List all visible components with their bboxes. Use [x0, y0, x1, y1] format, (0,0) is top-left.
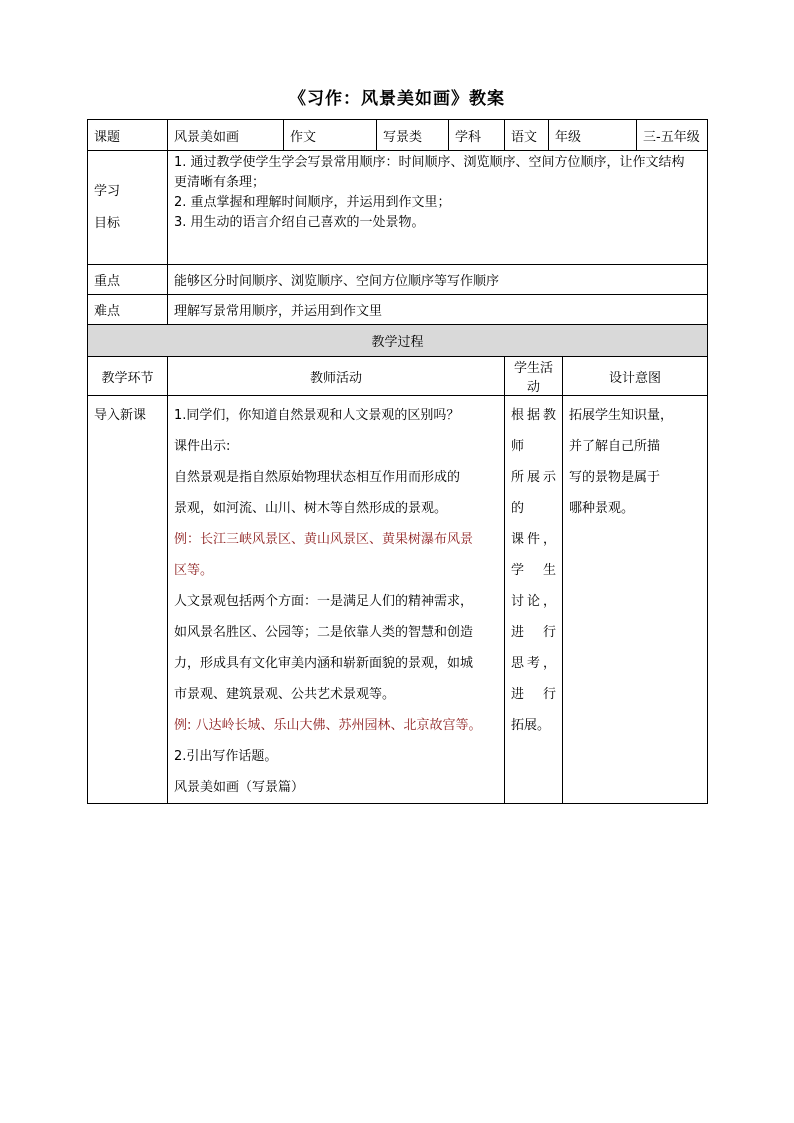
goals-row	[88, 151, 708, 265]
difficulty-label: 难点	[88, 295, 168, 325]
page-title: 《习作：风景美如画》教案	[289, 89, 505, 109]
header-teacher: 教师活动	[168, 357, 505, 396]
design-intent	[563, 396, 708, 804]
lesson-plan-table	[87, 119, 708, 804]
student-line: 思考，进行	[511, 656, 557, 702]
student-activity	[505, 396, 563, 804]
header-student: 学生活动	[505, 357, 563, 396]
student-line: 讨论，进行	[511, 594, 557, 640]
student-line: 课件，学生	[511, 532, 557, 578]
grade-label: 年级	[549, 120, 637, 151]
topic-value: 风景美如画	[168, 120, 284, 151]
intent-line: 拓展学生知识量，	[569, 408, 674, 423]
student-line: 所展示的	[511, 470, 557, 516]
teacher-line: 如风景名胜区、公园等；二是依靠人类的智慧和创造	[174, 625, 474, 640]
type-value: 写景类	[377, 120, 449, 151]
stage-name: 导入新课	[94, 408, 147, 423]
difficulty-row	[88, 295, 708, 325]
teacher-line: 课件出示:	[174, 439, 231, 454]
goal-item: 更清晰有条理；	[174, 175, 266, 190]
focus-label: 重点	[88, 265, 168, 295]
process-header-row	[88, 357, 708, 396]
header-intent: 设计意图	[563, 357, 708, 396]
process-section-row	[88, 325, 708, 357]
process-body-row	[88, 396, 708, 804]
focus-value: 能够区分时间顺序、浏览顺序、空间方位顺序等写作顺序	[168, 265, 708, 295]
teacher-line: 例：长江三峡风景区、黄山风景区、黄果树瀑布风景	[174, 532, 474, 547]
header-stage: 教学环节	[88, 357, 168, 396]
stage-cell	[88, 396, 168, 804]
intent-line: 写的景物是属于	[569, 470, 661, 485]
goals-label-line2: 目标	[94, 215, 121, 231]
grade-value: 三-五年级	[637, 120, 708, 151]
goals-label	[88, 151, 168, 265]
teacher-line: 市景观、建筑景观、公共艺术景观等。	[174, 687, 396, 702]
teacher-line: 2.引出写作话题。	[174, 749, 278, 764]
subject-value: 语文	[505, 120, 549, 151]
intent-line: 哪种景观。	[569, 501, 635, 516]
teacher-activity	[168, 396, 505, 804]
difficulty-value: 理解写景常用顺序，并运用到作文里	[168, 295, 708, 325]
intent-line: 并了解自己所描	[569, 439, 661, 454]
teacher-line: 风景美如画（写景篇）	[174, 780, 305, 795]
teacher-line: 自然景观是指自然原始物理状态相互作用而形成的	[174, 470, 461, 485]
student-line: 根据教师	[511, 408, 557, 454]
topic-label: 课题	[88, 120, 168, 151]
goals-content	[168, 151, 708, 265]
student-line: 拓展。	[511, 718, 551, 733]
goal-item: 3. 用生动的语言介绍自己喜欢的一处景物。	[174, 215, 425, 230]
goals-label-line1: 学习	[94, 183, 121, 199]
process-section-title: 教学过程	[88, 325, 708, 357]
focus-row	[88, 265, 708, 295]
subject-label: 学科	[449, 120, 505, 151]
teacher-line: 力，形成具有文化审美内涵和崭新面貌的景观，如城	[174, 656, 474, 671]
teacher-line: 景观，如河流、山川、树木等自然形成的景观。	[174, 501, 448, 516]
goal-item: 2. 重点掌握和理解时间顺序，并运用到作文里；	[174, 195, 451, 210]
goal-item: 1. 通过教学使学生学会写景常用顺序：时间顺序、浏览顺序、空间方位顺序，让作文结构	[174, 155, 685, 170]
teacher-line: 例: 八达岭长城、乐山大佛、苏州园林、北京故宫等。	[174, 718, 482, 733]
type-label: 作文	[284, 120, 377, 151]
teacher-line: 1.同学们，你知道自然景观和人文景观的区别吗？	[174, 408, 460, 423]
teacher-line: 区等。	[174, 563, 214, 578]
info-row	[88, 120, 708, 151]
teacher-line: 人文景观包括两个方面：一是满足人们的精神需求，	[174, 594, 474, 609]
